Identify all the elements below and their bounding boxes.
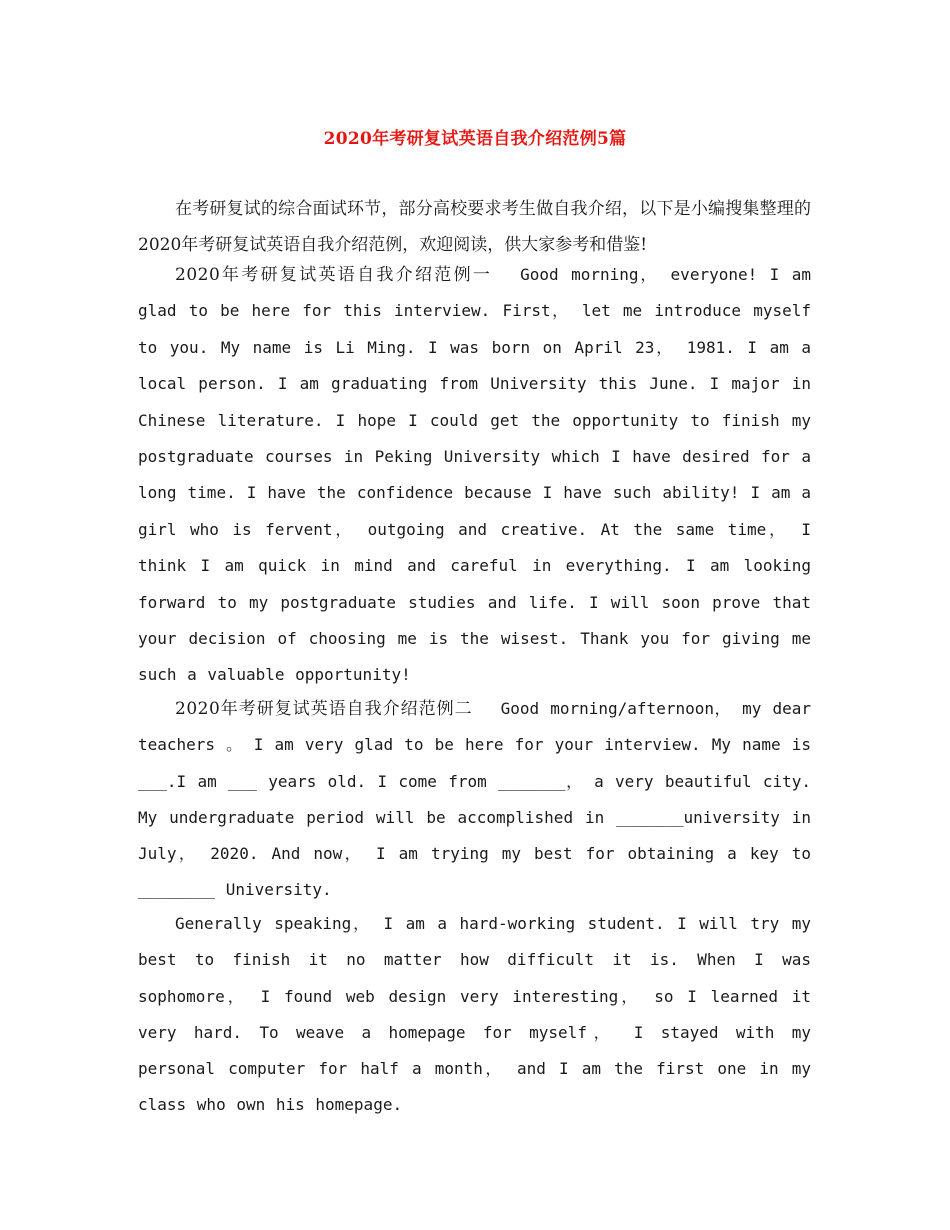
- example-1-paragraph: [138, 257, 811, 694]
- example-2-text: Good morning/afternoon， my dear teachers 。 I am very glad to be here for your interview. My name is ___.I am ___ years old. I come from _______， a very beautiful city. My undergraduate period will be accomplished in _______university in July， 2020. And now， I am trying my best for obtaining a key to ________ University.: [138, 699, 812, 900]
- example-1-text: Good morning， everyone! I am glad to be here for this interview. First， let me introduce myself to you. My name is Li Ming. I was born on April 23， 1981. I am a local person. I am graduating from University this June. I major in Chinese literature. I hope I could get the opportunity to finish my postgraduate courses in Peking University which I have desired for a long time. I have the confidence because I have such ability! I am a girl who is fervent， outgoing and creative. At the same time， I think I am quick in mind and careful in everything. I am looking forward to my postgraduate studies and life. I will soon prove that your decision of choosing me is the wisest. Thank you for giving me such a valuable opportunity!: [138, 265, 811, 685]
- document-title: 2020年考研复试英语自我介绍范例5篇: [323, 129, 627, 149]
- example-2-paragraph: [138, 691, 811, 909]
- paragraph-3: Generally speaking， I am a hard-working student. I will try my best to finish it no matter how difficult it is. When I was sophomore， I found web design very interesting， so I learned it very hard. To weave a homepage for myself， I stayed with my personal computer for half a month， and I am the first one in my class who own his homepage.: [138, 914, 811, 1115]
- intro-paragraph: 在考研复试的综合面试环节，部分高校要求考生做自我介绍，以下是小编搜集整理的2020年考研复试英语自我介绍范例，欢迎阅读，供大家参考和借鉴!: [138, 199, 811, 255]
- example-2-heading: 2020年考研复试英语自我介绍范例二: [175, 699, 473, 719]
- example-1-heading: 2020年考研复试英语自我介绍范例一: [175, 265, 493, 285]
